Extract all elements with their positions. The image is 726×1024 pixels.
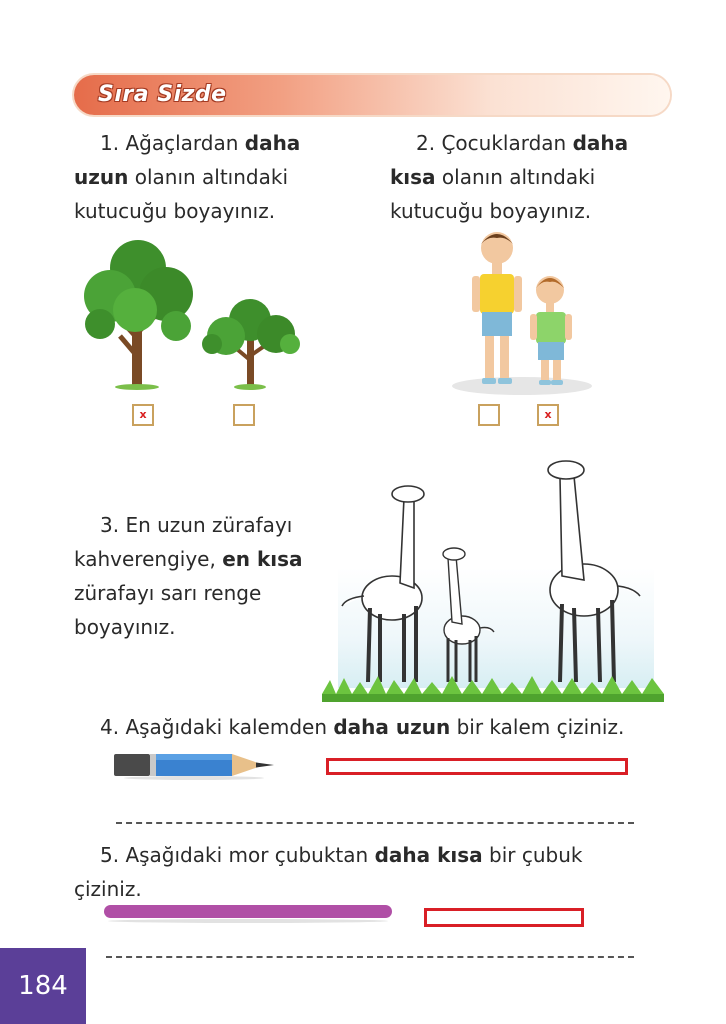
- q3-text-4: boyayınız.: [74, 615, 176, 639]
- q5-text: 5. Aşağıdaki mor çubuktan: [100, 843, 375, 867]
- q1-text-3: kutucuğu boyayınız.: [74, 199, 276, 223]
- question-3: [74, 508, 344, 644]
- q5-answer-area[interactable]: [424, 908, 584, 927]
- pencil-image: [114, 752, 276, 780]
- q5-text-3: çiziniz.: [74, 877, 142, 901]
- q1-bold-uzun: uzun: [74, 165, 129, 189]
- q2-bold-kisa: kısa: [390, 165, 436, 189]
- short-tree-image: [204, 298, 298, 390]
- q4-text-2: bir kalem çiziniz.: [450, 715, 625, 739]
- q1-text-2: olanın altındaki: [128, 165, 289, 189]
- cross-mark-icon: x: [139, 408, 147, 421]
- q1-short-tree-checkbox[interactable]: [233, 404, 255, 426]
- section-banner: [74, 75, 670, 115]
- giraffes-image: [322, 448, 664, 702]
- question-5: [74, 838, 694, 906]
- q4-answer-area[interactable]: [326, 758, 628, 775]
- q2-tall-child-checkbox[interactable]: [478, 404, 500, 426]
- q5-bold: daha kısa: [374, 843, 483, 867]
- children-image: [450, 228, 596, 396]
- section-title: Sıra Sizde: [98, 82, 227, 107]
- q2-text-2: olanın altındaki: [435, 165, 596, 189]
- q3-text-3: zürafayı sarı renge: [74, 581, 262, 605]
- q4-bold: daha uzun: [333, 715, 451, 739]
- q2-text: 2. Çocuklardan: [416, 131, 573, 155]
- q4-text: 4. Aşağıdaki kalemden: [100, 715, 334, 739]
- q3-bold: en kısa: [222, 547, 303, 571]
- question-1: [74, 126, 364, 228]
- q1-tall-tree-checkbox[interactable]: [132, 404, 154, 426]
- q2-short-child-checkbox[interactable]: [537, 404, 559, 426]
- q2-bold: daha: [572, 131, 629, 155]
- q4-divider: [116, 822, 634, 824]
- q2-text-3: kutucuğu boyayınız.: [390, 199, 592, 223]
- q3-text-1: 3. En uzun zürafayı: [100, 513, 293, 537]
- q3-text-2: kahverengiye,: [74, 547, 223, 571]
- purple-bar-image: [102, 903, 394, 923]
- question-2: [390, 126, 690, 228]
- tall-tree-image: [80, 238, 196, 390]
- q1-bold: daha: [244, 131, 301, 155]
- cross-mark-icon: x: [544, 408, 552, 421]
- page-number-text: 184: [18, 971, 68, 1001]
- q5-divider: [106, 956, 634, 958]
- q5-text-2: bir çubuk: [482, 843, 583, 867]
- question-4: [74, 710, 694, 744]
- page-number: [0, 948, 86, 1024]
- q1-text: 1. Ağaçlardan: [100, 131, 245, 155]
